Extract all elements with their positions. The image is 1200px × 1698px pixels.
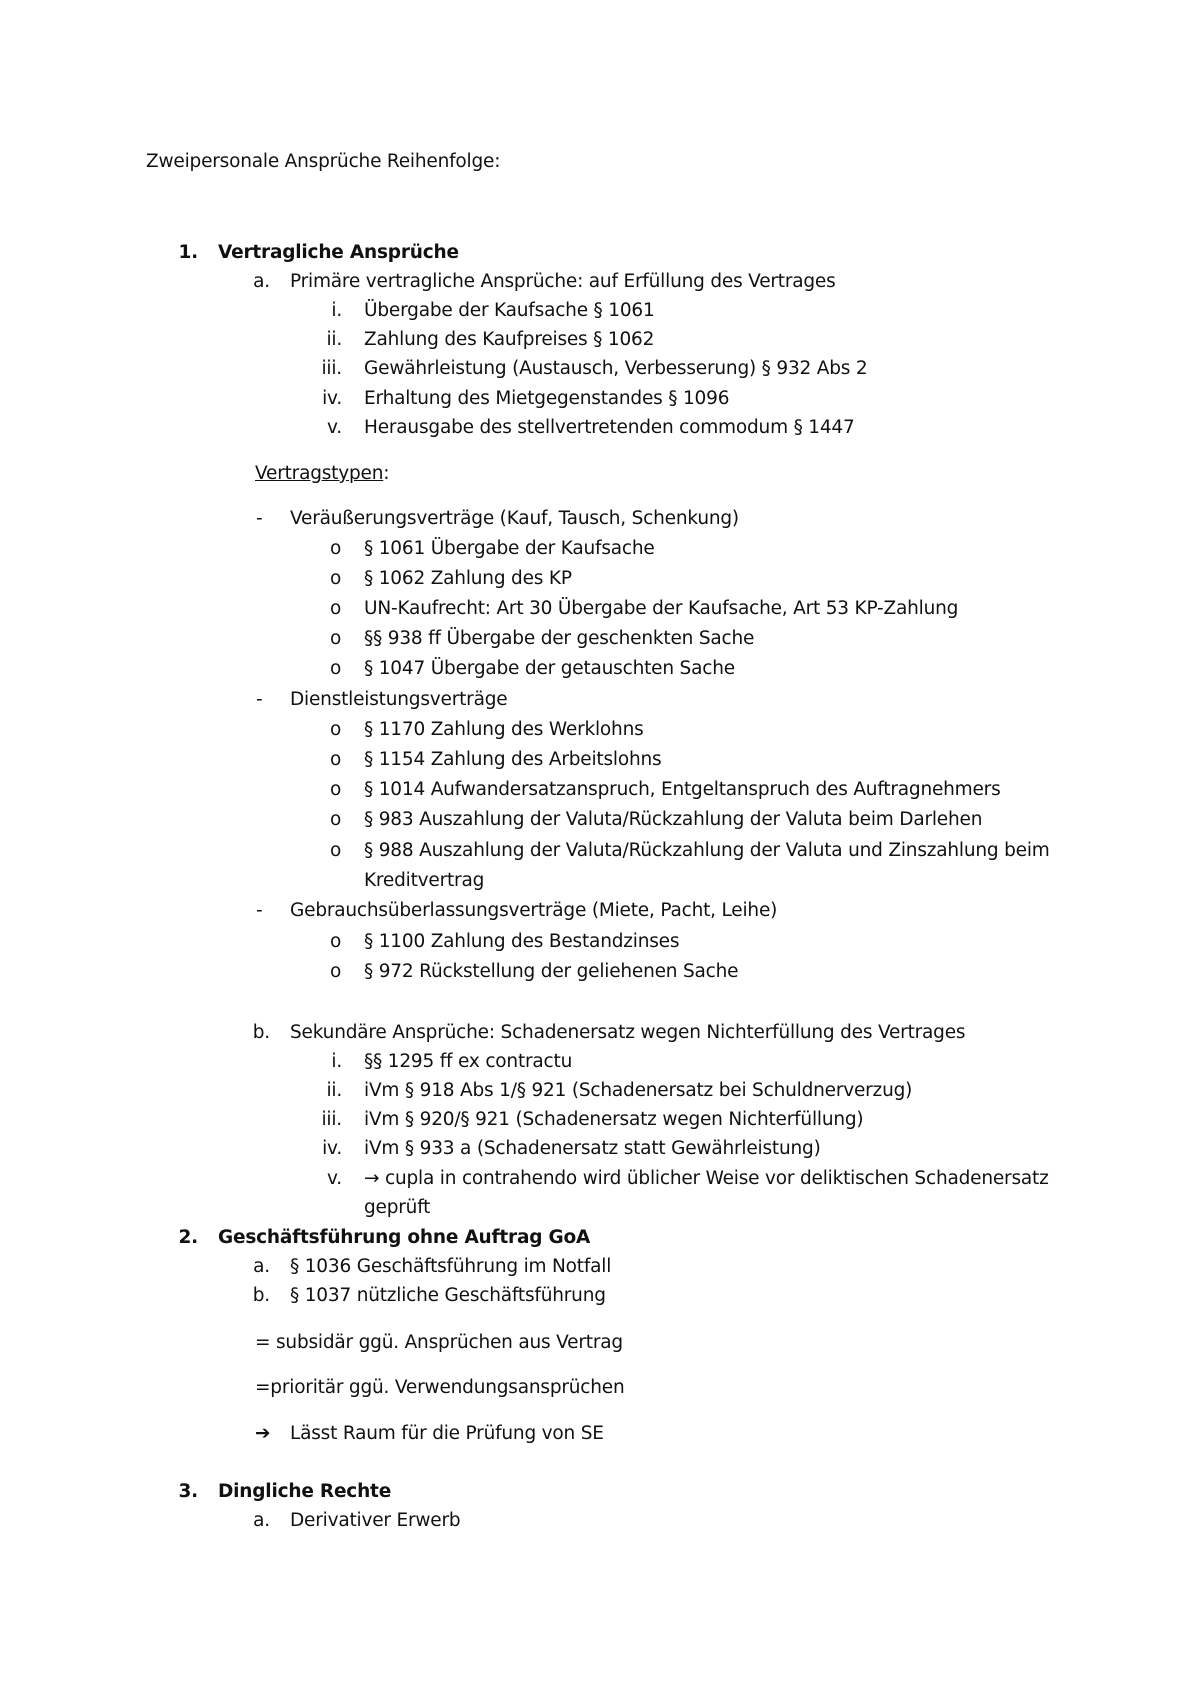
list-item-text: iVm § 933 a (Schadenersatz statt Gewährleistung) bbox=[364, 1138, 821, 1159]
arrow-right-icon: ➔ bbox=[255, 1423, 271, 1444]
vertragstypen-heading-text: Vertragstypen bbox=[255, 463, 384, 484]
section-3-number: 3. bbox=[178, 1481, 198, 1502]
bullet-item: § 1100 Zahlung des Bestandzinses bbox=[364, 931, 680, 952]
vertragstypen-heading-colon: : bbox=[383, 463, 390, 484]
section-2-number: 2. bbox=[178, 1227, 198, 1248]
list-item-text: Zahlung des Kaufpreises § 1062 bbox=[364, 329, 655, 350]
section-1b-label: b. bbox=[252, 1022, 270, 1043]
list-item-label: v. bbox=[327, 1168, 342, 1189]
list-item-text: iVm § 918 Abs 1/§ 921 (Schadenersatz bei Schuldnerverzug) bbox=[364, 1080, 913, 1101]
group-heading: Veräußerungsverträge (Kauf, Tausch, Schenkung) bbox=[290, 508, 739, 529]
list-item-text: Gewährleistung (Austausch, Verbesserung) § 932 Abs 2 bbox=[364, 358, 868, 379]
bullet-item: § 1014 Aufwandersatzanspruch, Entgeltanspruch des Auftragnehmers bbox=[364, 779, 1001, 800]
bullet-marker: o bbox=[330, 658, 342, 679]
list-item-label: iv. bbox=[322, 1138, 342, 1159]
bullet-marker: o bbox=[330, 961, 342, 982]
list-item-label: iii. bbox=[321, 1109, 342, 1130]
bullet-marker: o bbox=[330, 749, 342, 770]
bullet-marker: o bbox=[330, 628, 342, 649]
bullet-marker: o bbox=[330, 538, 342, 559]
list-item-text: Erhaltung des Mietgegenstandes § 1096 bbox=[364, 388, 730, 409]
dash-marker: - bbox=[256, 508, 263, 529]
section-1-number: 1. bbox=[178, 242, 198, 263]
list-item-text bbox=[364, 1167, 1049, 1191]
bullet-marker: o bbox=[330, 568, 342, 589]
section-3a-label: a. bbox=[253, 1510, 270, 1531]
note-subsidaer: = subsidär ggü. Ansprüchen aus Vertrag bbox=[255, 1332, 623, 1353]
bullet-marker: o bbox=[330, 931, 342, 952]
group-heading: Gebrauchsüberlassungsverträge (Miete, Pacht, Leihe) bbox=[290, 900, 778, 921]
vertragstypen-heading bbox=[255, 462, 389, 486]
bullet-marker: o bbox=[330, 719, 342, 740]
section-1b-text: Sekundäre Ansprüche: Schadenersatz wegen Nichterfüllung des Vertrages bbox=[290, 1022, 966, 1043]
section-1a-label: a. bbox=[253, 271, 270, 292]
section-1-heading: Vertragliche Ansprüche bbox=[218, 242, 459, 263]
section-2b-text: § 1037 nützliche Geschäftsführung bbox=[290, 1285, 606, 1306]
dash-marker: - bbox=[256, 689, 263, 710]
arrow-right-icon: → bbox=[364, 1168, 380, 1189]
list-item-label: ii. bbox=[326, 329, 342, 350]
dash-marker: - bbox=[256, 900, 263, 921]
list-item-label: i. bbox=[331, 300, 342, 321]
section-3-heading: Dingliche Rechte bbox=[218, 1481, 392, 1502]
bullet-item-continuation: Kreditvertrag bbox=[364, 870, 485, 891]
section-2-heading: Geschäftsführung ohne Auftrag GoA bbox=[218, 1227, 591, 1248]
list-item-text: Übergabe der Kaufsache § 1061 bbox=[364, 300, 655, 321]
list-item-label: iv. bbox=[322, 388, 342, 409]
document-title: Zweipersonale Ansprüche Reihenfolge: bbox=[146, 151, 501, 172]
list-item-continuation: geprüft bbox=[364, 1197, 431, 1218]
section-2b-label: b. bbox=[252, 1285, 270, 1306]
list-item-label: ii. bbox=[326, 1080, 342, 1101]
list-item-text: Herausgabe des stellvertretenden commodum § 1447 bbox=[364, 417, 855, 438]
bullet-item: §§ 938 ff Übergabe der geschenkten Sache bbox=[364, 628, 755, 649]
bullet-marker: o bbox=[330, 840, 342, 861]
group-heading: Dienstleistungsverträge bbox=[290, 689, 508, 710]
bullet-item: § 988 Auszahlung der Valuta/Rückzahlung der Valuta und Zinszahlung beim bbox=[364, 840, 1050, 861]
note-prioritaer: =prioritär ggü. Verwendungsansprüchen bbox=[255, 1377, 625, 1398]
section-2a-text: § 1036 Geschäftsführung im Notfall bbox=[290, 1256, 612, 1277]
bullet-marker: o bbox=[330, 809, 342, 830]
list-item-text: §§ 1295 ff ex contractu bbox=[364, 1051, 573, 1072]
bullet-item: § 983 Auszahlung der Valuta/Rückzahlung der Valuta beim Darlehen bbox=[364, 809, 983, 830]
arrow-note-text: Lässt Raum für die Prüfung von SE bbox=[290, 1423, 604, 1444]
list-item-label: iii. bbox=[321, 358, 342, 379]
bullet-marker: o bbox=[330, 598, 342, 619]
bullet-item: § 1154 Zahlung des Arbeitslohns bbox=[364, 749, 662, 770]
section-2a-label: a. bbox=[253, 1256, 270, 1277]
list-item-label: i. bbox=[331, 1051, 342, 1072]
bullet-item: § 972 Rückstellung der geliehenen Sache bbox=[364, 961, 739, 982]
section-1a-text: Primäre vertragliche Ansprüche: auf Erfüllung des Vertrages bbox=[290, 271, 836, 292]
bullet-item: UN-Kaufrecht: Art 30 Übergabe der Kaufsache, Art 53 KP-Zahlung bbox=[364, 598, 959, 619]
list-item-label: v. bbox=[327, 417, 342, 438]
list-item-text: iVm § 920/§ 921 (Schadenersatz wegen Nichterfüllung) bbox=[364, 1109, 864, 1130]
section-3a-text: Derivativer Erwerb bbox=[290, 1510, 461, 1531]
bullet-item: § 1062 Zahlung des KP bbox=[364, 568, 572, 589]
bullet-item: § 1061 Übergabe der Kaufsache bbox=[364, 538, 655, 559]
bullet-item: § 1047 Übergabe der getauschten Sache bbox=[364, 658, 735, 679]
list-item-text-content: cupla in contrahendo wird üblicher Weise vor deliktischen Schadenersatz bbox=[385, 1168, 1049, 1189]
bullet-marker: o bbox=[330, 779, 342, 800]
bullet-item: § 1170 Zahlung des Werklohns bbox=[364, 719, 644, 740]
